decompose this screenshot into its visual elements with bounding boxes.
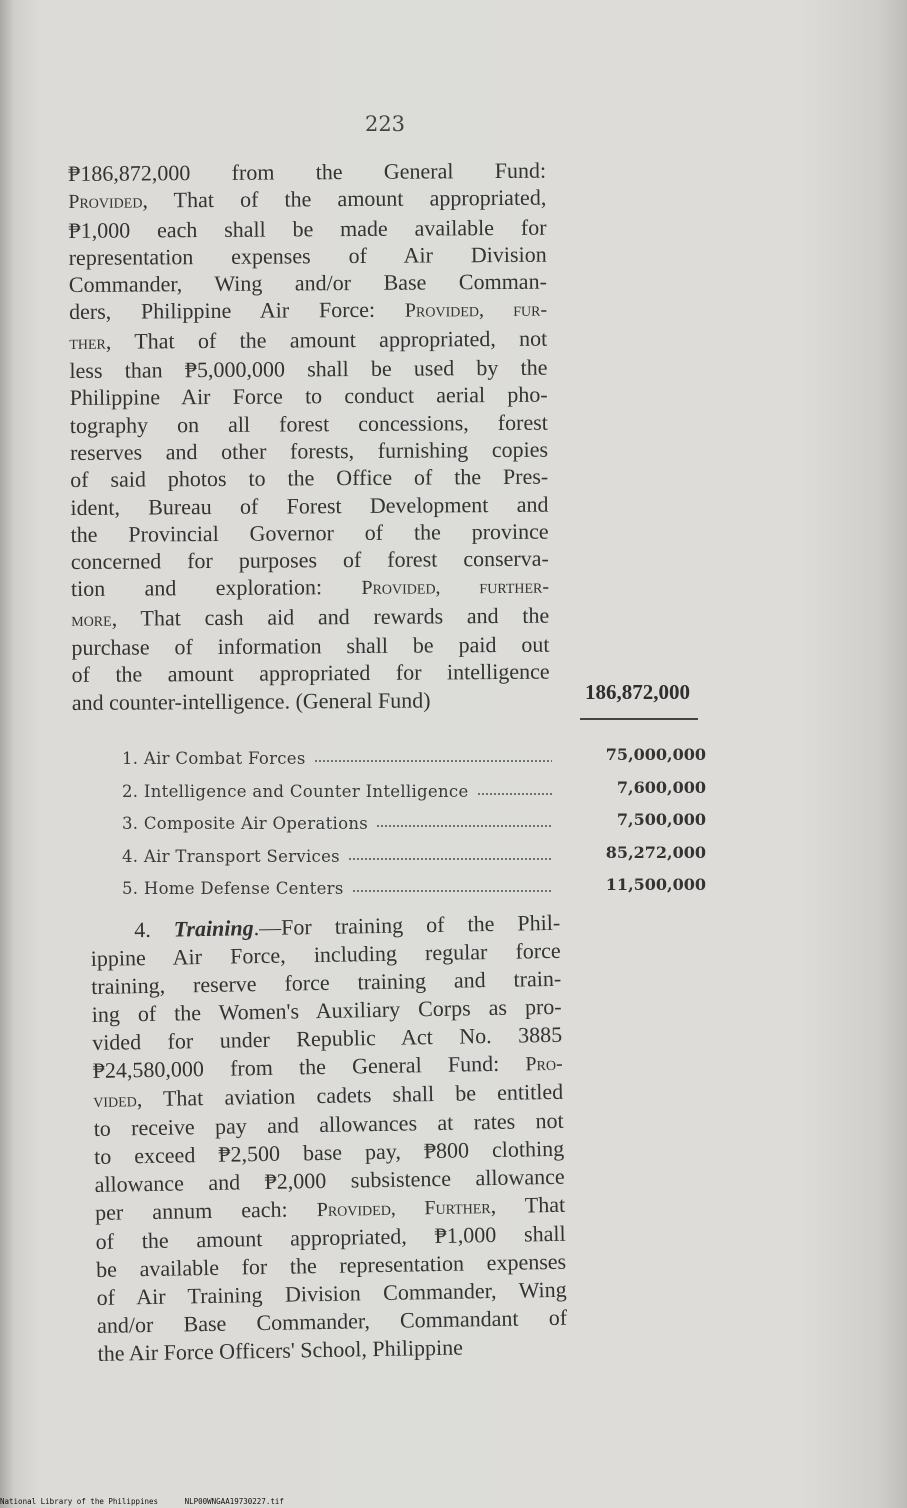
leader-dots <box>314 760 552 762</box>
breakdown-amount: 11,500,000 <box>605 875 706 894</box>
text-run: of Air Training Division Commander, Wing <box>96 1276 567 1310</box>
text-run: representation expenses of Air Division <box>68 241 547 270</box>
footer-file: NLP00WNGAA19730227.tif <box>184 1497 284 1506</box>
text-run: purchase of information shall be paid out <box>71 631 550 661</box>
breakdown-label: 5. Home Defense Centers <box>122 879 344 898</box>
breakdown-row <box>122 778 706 811</box>
text-run: reserves and other forests, furnishing copies <box>69 436 549 465</box>
text-run: Pro- <box>525 1052 563 1076</box>
breakdown-row <box>122 745 706 778</box>
text-run: Provided <box>68 190 143 214</box>
breakdown-row <box>122 843 706 876</box>
text-run: ₱24,580,000 from the General Fund: <box>92 1050 526 1083</box>
text-run: training, reserve force training and train- <box>90 965 562 999</box>
text-line <box>70 408 548 439</box>
text-line <box>71 601 549 634</box>
text-line <box>68 213 546 244</box>
text-line <box>70 381 548 412</box>
breakdown-list <box>122 745 706 908</box>
text-run: ders, Philippine Air Force: <box>68 297 405 325</box>
total-amount: 186,872,000 <box>585 680 690 704</box>
text-run: ident, Bureau of Forest Development and <box>70 491 549 520</box>
text-line <box>68 184 546 217</box>
breakdown-label: 2. Intelligence and Counter Intelligence <box>122 781 469 801</box>
leader-dots <box>352 890 552 892</box>
text-run: of said photos to the Office of the Pres- <box>70 463 549 493</box>
breakdown-amount: 7,500,000 <box>616 810 706 829</box>
text-run: allowance and ₱2,000 subsistence allowance <box>94 1163 565 1197</box>
text-run: to exceed ₱2,500 base pay, ₱800 clothing <box>93 1135 565 1169</box>
scan-footer <box>0 1497 306 1506</box>
text-run: Philippine Air Force to conduct aerial pho- <box>69 382 548 411</box>
text-run: Provided, Further <box>316 1196 491 1222</box>
text-run: vided <box>93 1089 137 1112</box>
breakdown-amount: 7,600,000 <box>616 777 706 797</box>
total-underline <box>580 718 698 720</box>
text-run: vided for under Republic Act No. 3885 <box>91 1021 563 1055</box>
training-paragraph <box>90 909 568 1368</box>
text-line <box>69 295 547 328</box>
text-line <box>71 518 549 549</box>
text-run: .—For training of the Phil- <box>253 909 561 941</box>
text-run: Provided, fur- <box>404 299 548 323</box>
text-line <box>72 658 550 689</box>
page-number: 223 <box>364 112 406 136</box>
text-line <box>70 463 548 494</box>
breakdown-amount: 75,000,000 <box>605 745 706 764</box>
leader-dots <box>477 793 552 795</box>
text-run: and/or Base Commander, Commandant of <box>96 1304 568 1338</box>
text-run: tion and exploration: <box>70 574 362 602</box>
text-run: concerned for purposes of forest conserva- <box>70 545 549 575</box>
text-line <box>72 685 550 716</box>
text-run: , That <box>490 1191 566 1219</box>
text-run: ₱1,000 each shall be made available for <box>68 214 547 243</box>
text-line <box>71 572 549 605</box>
text-run: , That aviation cadets shall be entitled <box>136 1078 564 1112</box>
text-line <box>70 436 548 467</box>
text-run: ippine Air Force, including regular force <box>90 937 561 971</box>
text-run: less than ₱5,000,000 shall be used by the <box>69 354 548 384</box>
leader-dots <box>348 858 552 860</box>
leader-dots <box>376 825 552 827</box>
text-line <box>69 354 547 385</box>
text-run: the Provincial Governor of the province <box>70 518 549 547</box>
breakdown-label: 3. Composite Air Operations <box>122 814 369 833</box>
breakdown-row <box>122 875 706 908</box>
appropriation-paragraph <box>68 157 550 716</box>
text-run: ing of the Women's Auxiliary Corps as pro- <box>91 993 562 1027</box>
text-run: ₱186,872,000 from the General Fund: <box>68 157 547 186</box>
breakdown-amount: 85,272,000 <box>605 842 706 862</box>
text-run: , That of the amount appropriated, not <box>105 325 548 354</box>
text-run: , That of the amount appropriated, <box>142 184 547 213</box>
text-run: be available for the representation expenses <box>95 1248 567 1282</box>
text-line <box>71 545 549 576</box>
text-run: , That cash aid and rewards and the <box>111 602 550 631</box>
text-run: Commander, Wing and/or Base Comman- <box>68 268 547 298</box>
text-line <box>70 490 548 521</box>
breakdown-row <box>122 810 706 843</box>
text-line <box>69 324 547 357</box>
footer-library: National Library of the Philippines <box>0 1497 159 1506</box>
text-line <box>68 157 546 188</box>
text-run: tography on all forest concessions, forest <box>69 409 548 438</box>
text-run: to receive pay and allowances at rates not <box>93 1107 564 1141</box>
text-run: of the amount appropriated, ₱1,000 shall <box>95 1220 566 1254</box>
text-run: and counter-intelligence. (General Fund) <box>71 687 431 715</box>
text-run: the Air Force Officers' School, Philippine <box>97 1334 464 1366</box>
text-run: Provided, further- <box>361 576 550 600</box>
text-run: per annum each: <box>94 1196 317 1225</box>
text-line <box>69 268 547 299</box>
text-line <box>71 631 549 662</box>
text-line <box>69 241 547 272</box>
section-heading: Training <box>173 915 254 942</box>
text-run: of the amount appropriated for intelligence <box>71 658 550 688</box>
text-run: ther <box>69 331 106 354</box>
text-run: more <box>71 608 112 631</box>
breakdown-label: 4. Air Transport Services <box>122 846 340 866</box>
text-run: 4. <box>134 916 174 943</box>
breakdown-label: 1. Air Combat Forces <box>122 749 306 768</box>
